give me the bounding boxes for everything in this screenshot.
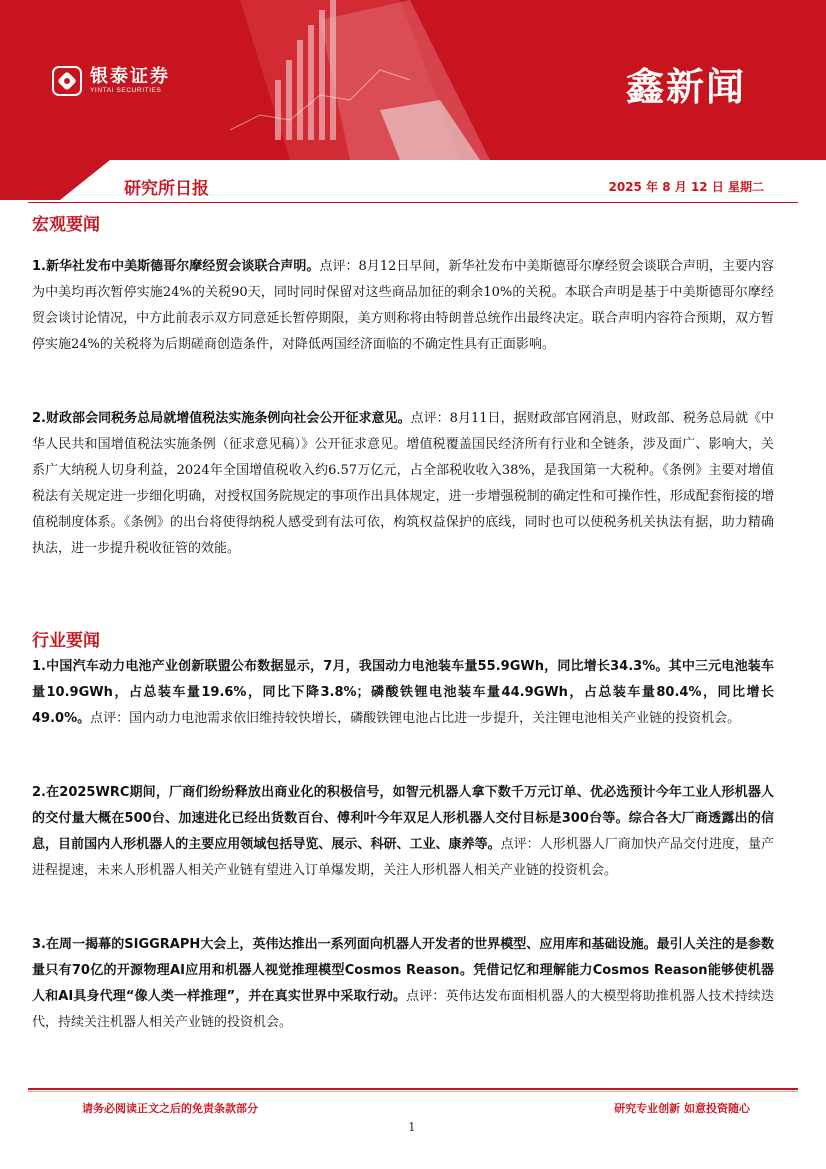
publication-title: 鑫新闻 bbox=[625, 65, 746, 109]
logo-english: YINTAI SECURITIES bbox=[90, 87, 162, 94]
header-wedge bbox=[0, 160, 110, 200]
section-heading-macro: 宏观要闻 bbox=[32, 215, 100, 235]
footer-slogan: 研究专业创新 如意投资随心 bbox=[614, 1102, 750, 1115]
news-title: 2.财政部会同税务总局就增值税法实施条例向社会公开征求意见。 bbox=[32, 411, 411, 426]
masthead-decoration bbox=[230, 0, 630, 160]
news-title: 1.中国汽车动力电池产业创新联盟公布数据显示，7月，我国动力电池装车量55.9GWh，同比增长34.3%。其中三元电池装车量10.9GWh，占总装车量19.6%，同比下降3.8%；磷酸铁锂电池装车量44.9GWh，占总装车量80.4%，同比增长49.0%。 bbox=[32, 659, 774, 726]
footer-rule bbox=[28, 1088, 798, 1090]
section-heading-industry: 行业要闻 bbox=[32, 631, 100, 651]
report-date: 2025 年 8 月 12 日 星期二 bbox=[608, 180, 764, 194]
news-item-macro-2 bbox=[32, 406, 774, 562]
news-item-industry-2 bbox=[32, 780, 774, 884]
news-item-macro-1 bbox=[32, 254, 774, 358]
news-comment: 点评：8月12日早间，新华社发布中美斯德哥尔摩经贸会谈联合声明，主要内容为中美均再次暂停实施24%的关税90天，同时同时保留对这些商品加征的剩余10%的关税。本联合声明是基于中美斯德哥尔摩经贸会谈讨论情况，中方此前表示双方同意延长暂停期限，美方则称将由特朗普总统作出最终决定。联合声明内容符合预期，双方暂停实施24%的关税将为后期磋商创造条件，对降低两国经济面临的不确定性具有正面影响。 bbox=[32, 259, 774, 352]
masthead bbox=[0, 0, 826, 160]
company-logo bbox=[52, 66, 170, 96]
footer-disclaimer: 请务必阅读正文之后的免责条款部分 bbox=[82, 1102, 258, 1115]
news-comment: 点评：人形机器人厂商加快产品交付进度，量产进程提速，未来人形机器人相关产业链有望进入订单爆发期，关注人形机器人相关产业链的投资机会。 bbox=[32, 837, 774, 878]
news-comment: 点评：英伟达发布面相机器人的大模型将助推机器人技术持续迭代，持续关注机器人相关产业链的投资机会。 bbox=[32, 989, 774, 1030]
news-title: 2.在2025WRC期间，厂商们纷纷释放出商业化的积极信号，如智元机器人拿下数千万元订单、优必选预计今年工业人形机器人的交付量大概在500台、加速进化已经出货数百台、傅利叶今年双足人形机器人交付目标是300台等。综合各大厂商透露出的信息，目前国内人形机器人的主要应用领域包括导览、展示、科研、工业、康养等。 bbox=[32, 785, 774, 852]
footer-rule-shadow bbox=[28, 1091, 798, 1092]
news-item-industry-1 bbox=[32, 654, 774, 732]
page-number: 1 bbox=[408, 1120, 416, 1134]
news-title: 3.在周一揭幕的SIGGRAPH大会上，英伟达推出一系列面向机器人开发者的世界模型、应用库和基础设施。最引人关注的是参数量只有70亿的开源物理AI应用和机器人视觉推理模型Cosmos Reason。凭借记忆和理解能力Cosmos Reason能够使机器人和AI具身代理“像人类一样推理”，并在真实世界中采取行动。 bbox=[32, 937, 774, 1004]
logo-chinese: 银泰证券 bbox=[90, 66, 170, 87]
report-title: 研究所日报 bbox=[124, 179, 209, 199]
logo-icon bbox=[52, 66, 82, 96]
header-rule bbox=[28, 202, 798, 203]
news-title: 1.新华社发布中美斯德哥尔摩经贸会谈联合声明。 bbox=[32, 259, 320, 274]
news-item-industry-3 bbox=[32, 932, 774, 1036]
news-comment: 点评：8月11日，据财政部官网消息，财政部、税务总局就《中华人民共和国增值税法实施条例（征求意见稿）》公开征求意见。增值税覆盖国民经济所有行业和全链条，涉及面广、影响大，关系广大纳税人切身利益，2024年全国增值税收入约6.57万亿元，占全部税收收入38%，是我国第一大税种。《条例》主要对增值税法有关规定进一步细化明确，对授权国务院规定的事项作出具体规定，进一步增强税制的确定性和可操作性，形成配套衔接的增值税制度体系。《条例》的出台将使得纳税人感受到有法可依，构筑权益保护的底线，同时也可以使税务机关执法有据，助力精确执法，进一步提升税收征管的效能。 bbox=[32, 411, 774, 556]
news-comment: 点评：国内动力电池需求依旧维持较快增长，磷酸铁锂电池占比进一步提升，关注锂电池相关产业链的投资机会。 bbox=[90, 711, 741, 726]
